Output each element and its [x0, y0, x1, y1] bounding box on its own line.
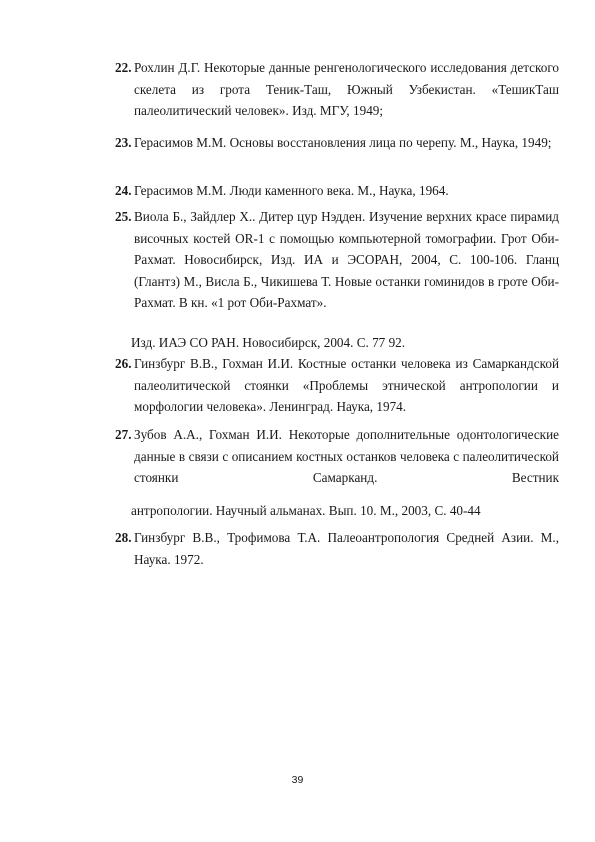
reference-number: 24. [115, 183, 132, 198]
reference-item [115, 527, 559, 570]
reference-number: 27. [115, 427, 132, 442]
reference-text: Зубов А.А., Гохман И.И. Некоторые дополнительные одонтологические данные в связи с описанием костных останков человека с палеолитической стоянки Самарканд. Вестник [134, 427, 559, 485]
reference-text: Виола Б., Зайдлер Х.. Дитер цур Нэдден. Изучение верхних красе пирамид височных костей OR-1 с помощью компьютерной томографии. Грот Оби-Рахмат. Новосибирск, Изд. ИА и ЭСОРАН, 2004, С. 100-106. Гланц (Глантз) М., Висла Б., Чикишева Т. Новые останки гоминидов в гроте Оби-Рахмат. В кн. «1 рот Оби-Рахмат». [134, 209, 559, 310]
reference-text: Гинзбург В.В., Гохман И.И. Костные останки человека из Самаркандской палеолитической стоянки «Проблемы этнической антропологии и морфологии человека». Ленинград. Наука, 1974. [134, 356, 559, 414]
reference-item [115, 180, 559, 202]
reference-continuation: Изд. ИАЭ СО РАН. Новосибирск, 2004. С. 77 92. [131, 335, 406, 350]
reference-item [115, 206, 559, 314]
reference-item [115, 424, 559, 489]
reference-item [115, 57, 559, 122]
reference-number: 28. [115, 530, 132, 545]
reference-continuation: антропологии. Научный альманах. Вып. 10. М., 2003, С. 40-44 [131, 503, 481, 518]
reference-text: Рохлин Д.Г. Некоторые данные ренгенологического исследования детского скелета из грота Теник-Таш, Южный Узбекистан. «ТешикТаш палеолитический человек». Изд. МГУ, 1949; [134, 60, 559, 118]
reference-text: Герасимов М.М. Основы восстановления лица по черепу. М., Наука, 1949; [134, 135, 552, 150]
reference-item [115, 132, 559, 154]
reference-number: 22. [115, 60, 132, 75]
page-number: 39 [291, 774, 304, 786]
reference-item [115, 353, 559, 418]
reference-text: Герасимов М.М. Люди каменного века. М., Наука, 1964. [134, 183, 449, 198]
reference-number: 25. [115, 209, 132, 224]
reference-number: 26. [115, 356, 132, 371]
reference-text: Гинзбург В.В., Трофимова Т.А. Палеоантропология Средней Азии. М., Наука. 1972. [134, 530, 559, 567]
reference-number: 23. [115, 135, 132, 150]
